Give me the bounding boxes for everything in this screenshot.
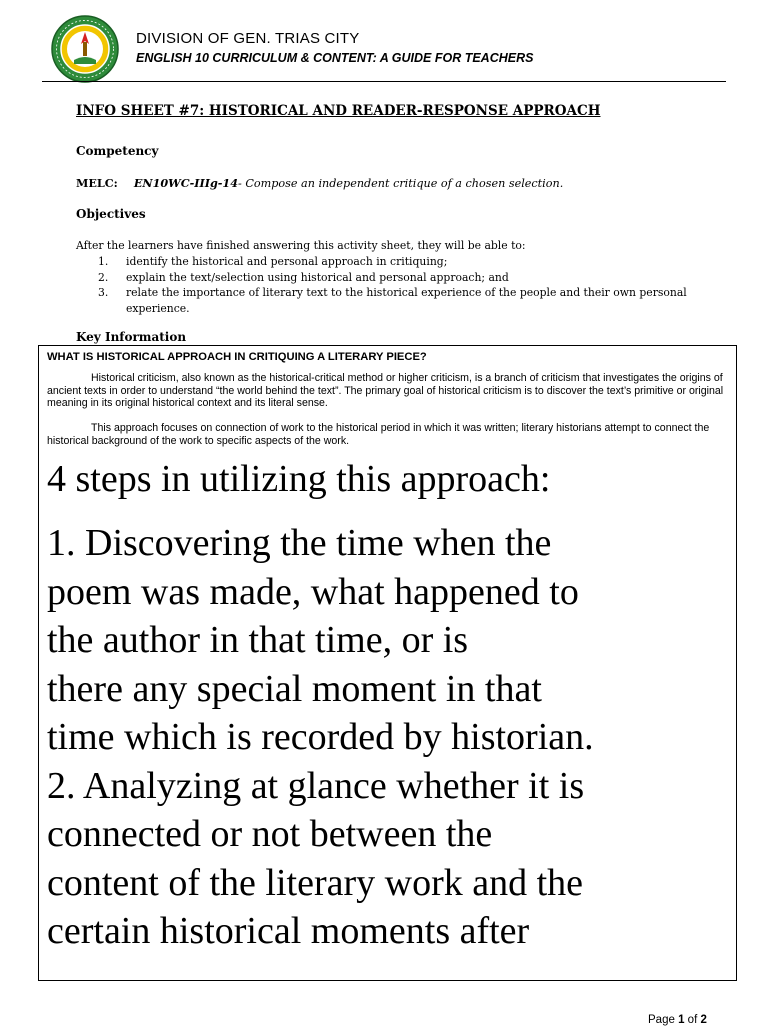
steps-line: poem was made, what happened to — [47, 570, 579, 613]
objectives-list — [76, 254, 716, 316]
steps-line: 1. Discovering the time when the — [47, 522, 552, 564]
objectives-intro: After the learners have finished answering this activity sheet, they will be able to: — [76, 239, 526, 252]
page-current: 1 — [678, 1014, 685, 1026]
paragraph-historical-criticism: Historical criticism, also known as the historical-critical method or higher criticism, is a branch of criticism that investigates the origins of ancient texts in order to understand “the world behind the text”. The primary goal of historical criticism is to discover the text’s primitive or original meaning in its original historical context and its literal sense. — [47, 372, 724, 409]
guide-subtitle: ENGLISH 10 CURRICULUM & CONTENT: A GUIDE FOR TEACHERS — [136, 51, 534, 65]
page-number — [648, 1014, 707, 1026]
steps-line: 2. Analyzing at glance whether it is — [47, 764, 585, 807]
steps-line: connected or not between the — [47, 813, 493, 855]
page-word: Page — [648, 1014, 675, 1026]
steps-line: the author in that time, or is — [47, 619, 469, 661]
melc-code: EN10WC-IIIg-14 — [133, 176, 238, 190]
objective-text: relate the importance of literary text to the historical experience of the people and their own personal experience. — [126, 286, 687, 315]
objective-item — [76, 254, 716, 270]
steps-heading: 4 steps in utilizing this approach: — [47, 458, 551, 500]
division-seal-icon — [50, 14, 120, 84]
steps-line: there any special moment in that — [47, 667, 542, 710]
paragraph-approach-focus: This approach focuses on connection of work to the historical period in which it was written; literary historians attempt to connect the historical background of the work to specific aspects of the work. — [47, 422, 710, 447]
steps-line: certain historical moments after — [47, 910, 530, 952]
melc-line — [76, 176, 563, 190]
box-title: WHAT IS HISTORICAL APPROACH IN CRITIQUING A LITERARY PIECE? — [47, 351, 427, 363]
objective-text: explain the text/selection using historical and personal approach; and — [126, 270, 509, 284]
header-divider — [42, 81, 726, 82]
steps-line: time which is recorded by historian. — [47, 716, 594, 758]
objective-number: 2. — [98, 270, 109, 284]
objective-item — [76, 285, 716, 316]
objectives-heading: Objectives — [76, 207, 146, 221]
steps-text — [47, 519, 737, 956]
division-title: DIVISION OF GEN. TRIAS CITY — [136, 30, 360, 47]
melc-text: - Compose an independent critique of a chosen selection. — [237, 177, 564, 190]
steps-line: content of the literary work and the — [47, 861, 584, 904]
info-sheet-title: INFO SHEET #7: HISTORICAL AND READER-RESPONSE APPROACH — [76, 103, 601, 119]
key-information-box — [38, 345, 737, 981]
objective-item — [76, 270, 716, 286]
objective-number: 1. — [98, 255, 109, 268]
competency-heading: Competency — [76, 144, 159, 158]
objective-number: 3. — [98, 286, 109, 299]
page-total: 2 — [700, 1014, 707, 1026]
melc-label: MELC: — [76, 176, 118, 190]
key-information-heading: Key Information — [76, 330, 187, 344]
objective-text: identify the historical and personal approach in critiquing; — [126, 255, 448, 268]
of-word: of — [687, 1014, 698, 1026]
